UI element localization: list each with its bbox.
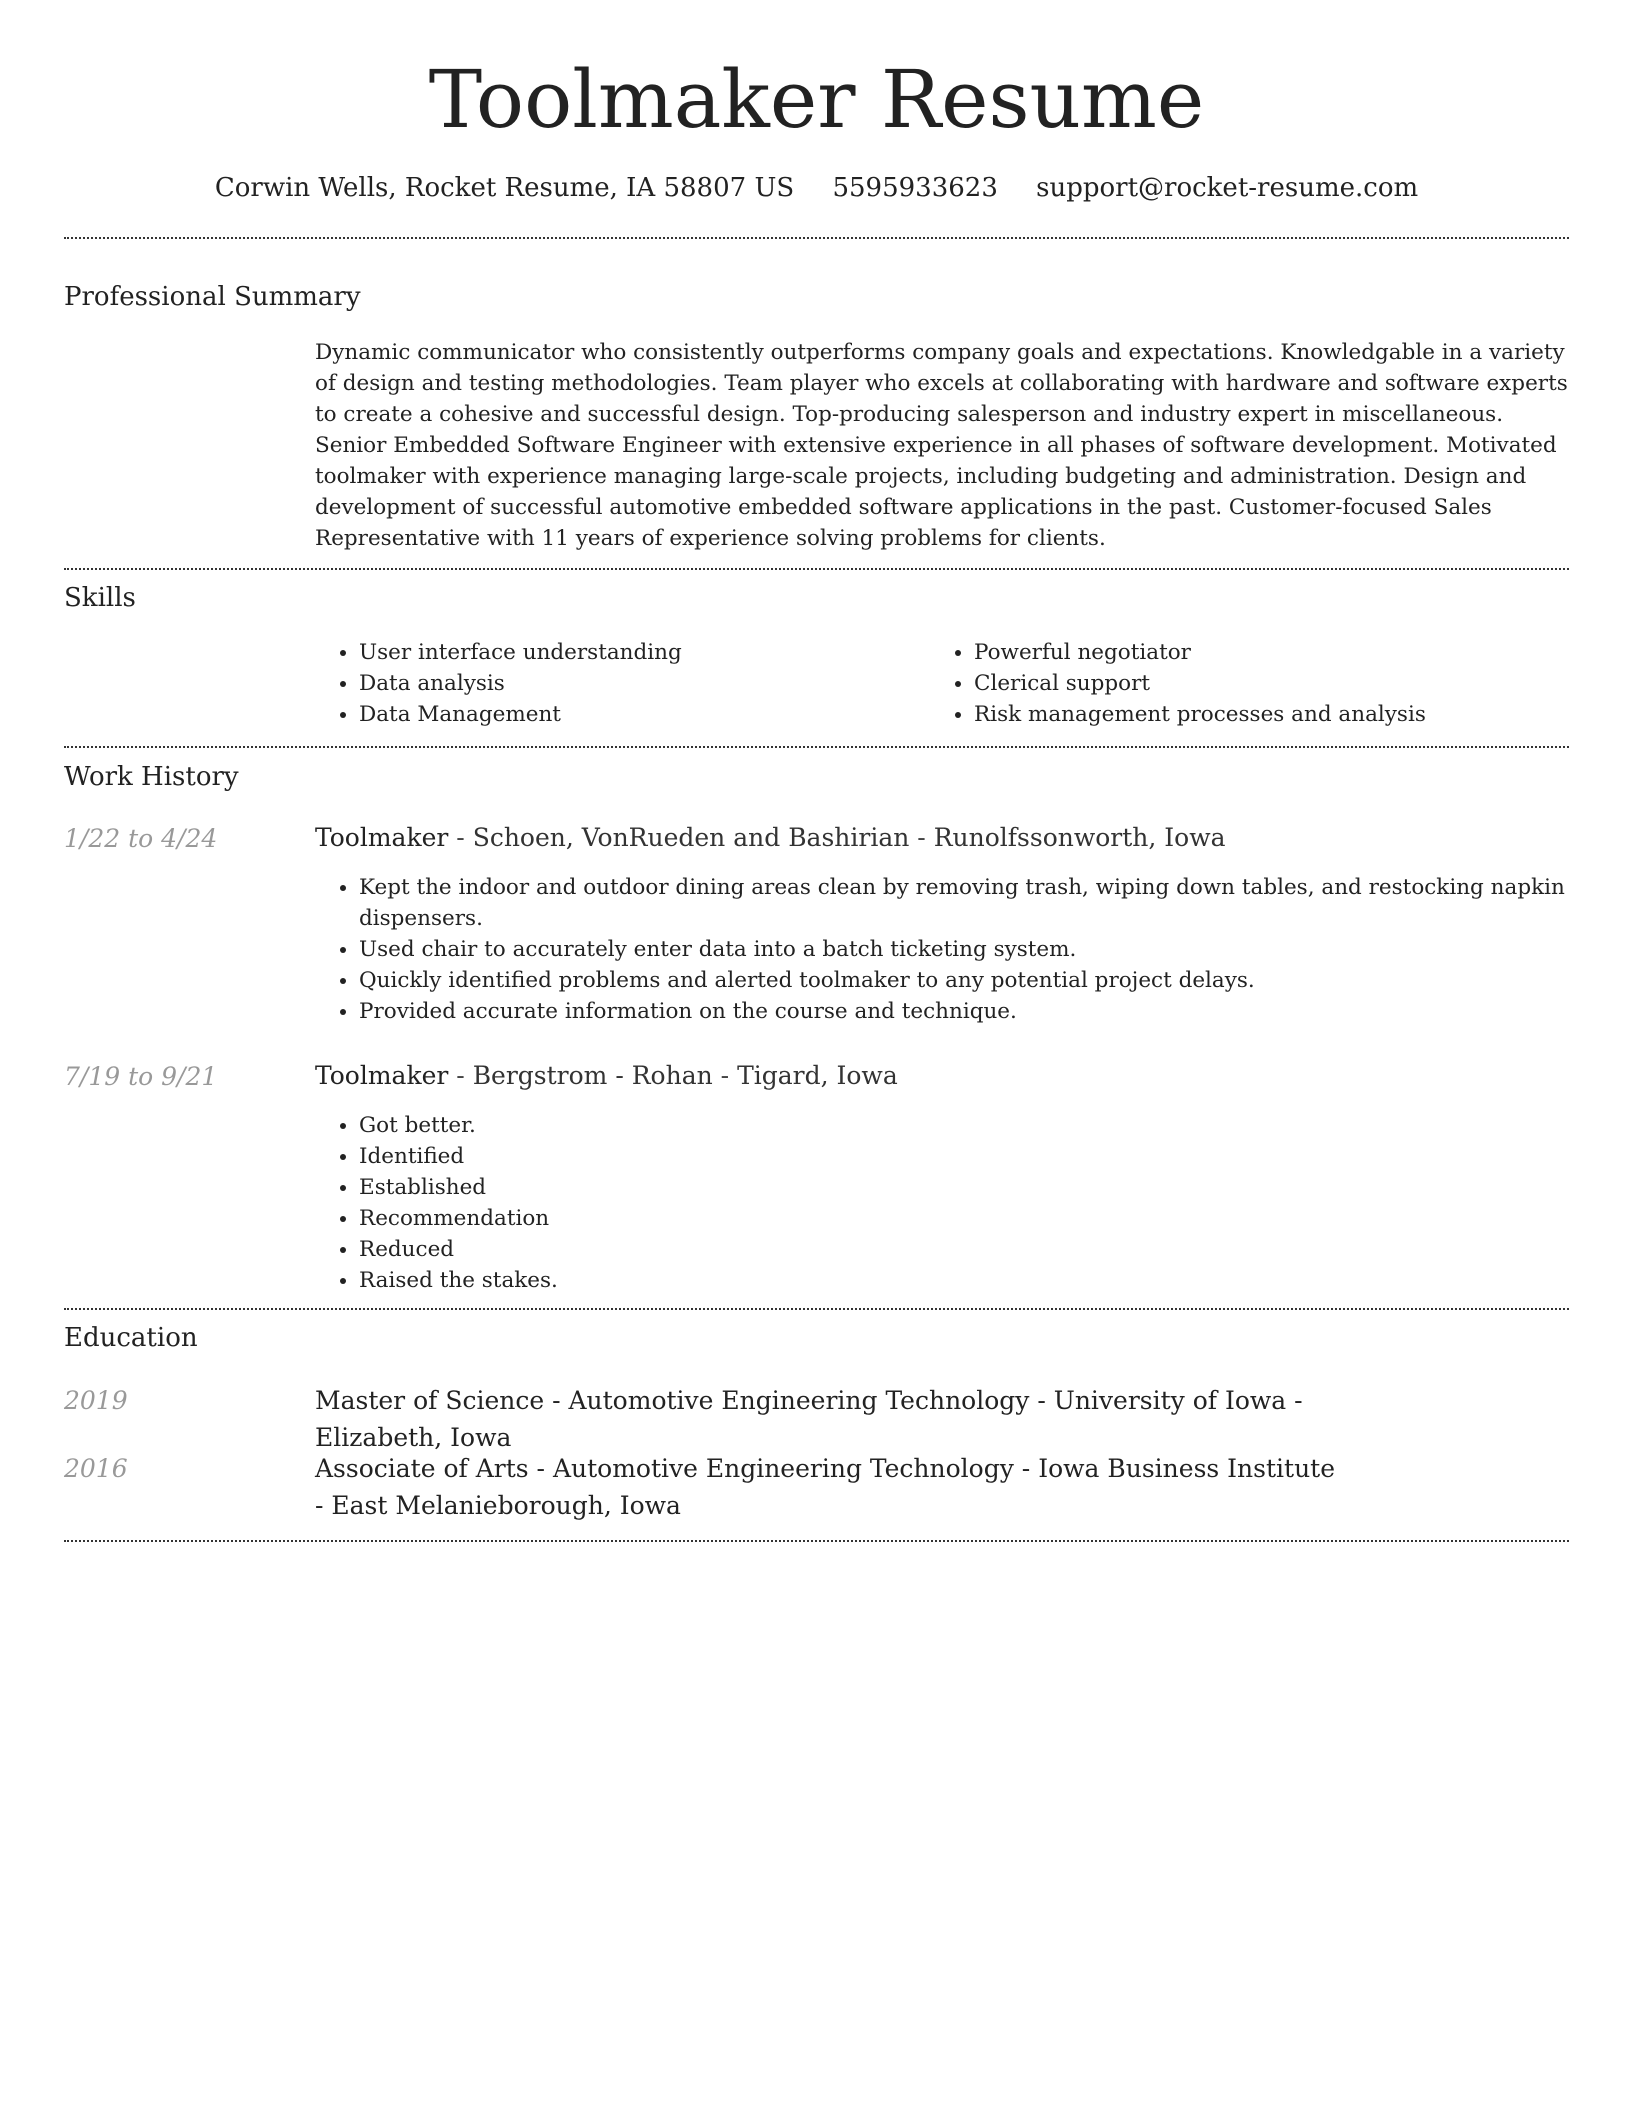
job-role: Toolmaker (315, 823, 449, 852)
edu-degree: Master of Science (315, 1386, 545, 1415)
job-company: Schoen, VonRueden and Bashirian (472, 823, 910, 852)
work-heading: Work History (64, 762, 239, 792)
section-divider (64, 1308, 1569, 1310)
skill-item: • Clerical support (974, 668, 1574, 699)
job-bullet: • Identified (359, 1141, 1569, 1172)
edu-field: Automotive Engineering Technology (552, 1454, 1014, 1483)
summary-text: Dynamic communicator who consistently outperforms company goals and expectations. Knowledgable in a variety of design and testing methodologies. Team player who excels at collaborating with hardware and software experts to create a cohesive and successful design. Top-producing salesperson and industry expert in miscellaneous. Senior Embedded Software Engineer with extensive experience in all phases of software development. Motivated toolmaker with experience managing large-scale projects, including budgeting and administration. Design and development of successful automotive embedded software applications in the past. Customer-focused Sales Representative with 11 years of experience solving problems for clients. (315, 340, 1568, 551)
job-company: Bergstrom - Rohan (472, 1061, 713, 1090)
separator: - (909, 823, 934, 852)
job-dates: 7/19 to 9/21 (64, 1062, 218, 1091)
job-bullet: • Used chair to accurately enter data into a batch ticketing system. (359, 934, 1569, 965)
job-title (315, 1058, 1569, 1094)
edu-field: Automotive Engineering Technology (568, 1386, 1030, 1415)
summary-heading: Professional Summary (64, 282, 361, 312)
separator: - (1286, 1386, 1303, 1415)
section-divider (64, 746, 1569, 748)
job-dates: 1/22 to 4/24 (64, 824, 218, 853)
skills-list-left (315, 637, 919, 730)
skill-item: • Powerful negotiator (974, 637, 1574, 668)
edu-degree: Associate of Arts (315, 1454, 529, 1483)
separator: - (1013, 1454, 1039, 1483)
job-bullet: • Recommendation (359, 1203, 1569, 1234)
skills-list-right (930, 637, 1574, 730)
page-title: Toolmaker Resume (428, 53, 1205, 146)
edu-location: East Melanieborough, Iowa (331, 1491, 681, 1520)
separator: - (448, 823, 473, 852)
skill-item: • Risk management processes and analysis (974, 699, 1574, 730)
separator: - (712, 1061, 738, 1090)
section-divider (64, 1540, 1569, 1542)
edu-school: Iowa Business Institute (1038, 1454, 1336, 1483)
education-title (315, 1382, 1345, 1456)
skill-item: • Data analysis (359, 668, 919, 699)
section-divider (64, 237, 1569, 239)
separator: - (315, 1491, 332, 1520)
job-bullet: • Quickly identified problems and alerted toolmaker to any potential project delays. (359, 965, 1569, 996)
job-bullets (315, 872, 1569, 1027)
separator: - (544, 1386, 569, 1415)
job-bullet: • Reduced (359, 1234, 1569, 1265)
job-bullets (315, 1110, 1569, 1296)
job-bullet: • Kept the indoor and outdoor dining areas clean by removing trash, wiping down tables, and restocking napkin dispensers. (359, 872, 1569, 934)
education-title (315, 1450, 1345, 1524)
edu-location: Elizabeth, Iowa (315, 1423, 512, 1452)
job-location: Tigard, Iowa (737, 1061, 898, 1090)
education-year: 2016 (64, 1454, 128, 1483)
education-heading: Education (64, 1323, 198, 1353)
skill-item: • User interface understanding (359, 637, 919, 668)
separator: - (528, 1454, 553, 1483)
contact-email: support@rocket-resume.com (1036, 173, 1419, 203)
skills-heading: Skills (64, 583, 136, 613)
job-bullet: • Raised the stakes. (359, 1265, 1569, 1296)
job-location: Runolfssonworth, Iowa (933, 823, 1226, 852)
contact-line (64, 170, 1569, 206)
contact-phone: 5595933623 (832, 173, 998, 203)
separator: - (448, 1061, 473, 1090)
skill-item: • Data Management (359, 699, 919, 730)
job-bullet: • Established (359, 1172, 1569, 1203)
job-title (315, 820, 1569, 856)
education-year: 2019 (64, 1386, 128, 1415)
job-role: Toolmaker (315, 1061, 449, 1090)
edu-school: University of Iowa (1053, 1386, 1287, 1415)
separator: - (1029, 1386, 1054, 1415)
job-bullet: • Provided accurate information on the course and technique. (359, 996, 1569, 1027)
section-divider (64, 568, 1569, 570)
job-bullet: • Got better. (359, 1110, 1569, 1141)
contact-address: Corwin Wells, Rocket Resume, IA 58807 US (214, 173, 795, 203)
